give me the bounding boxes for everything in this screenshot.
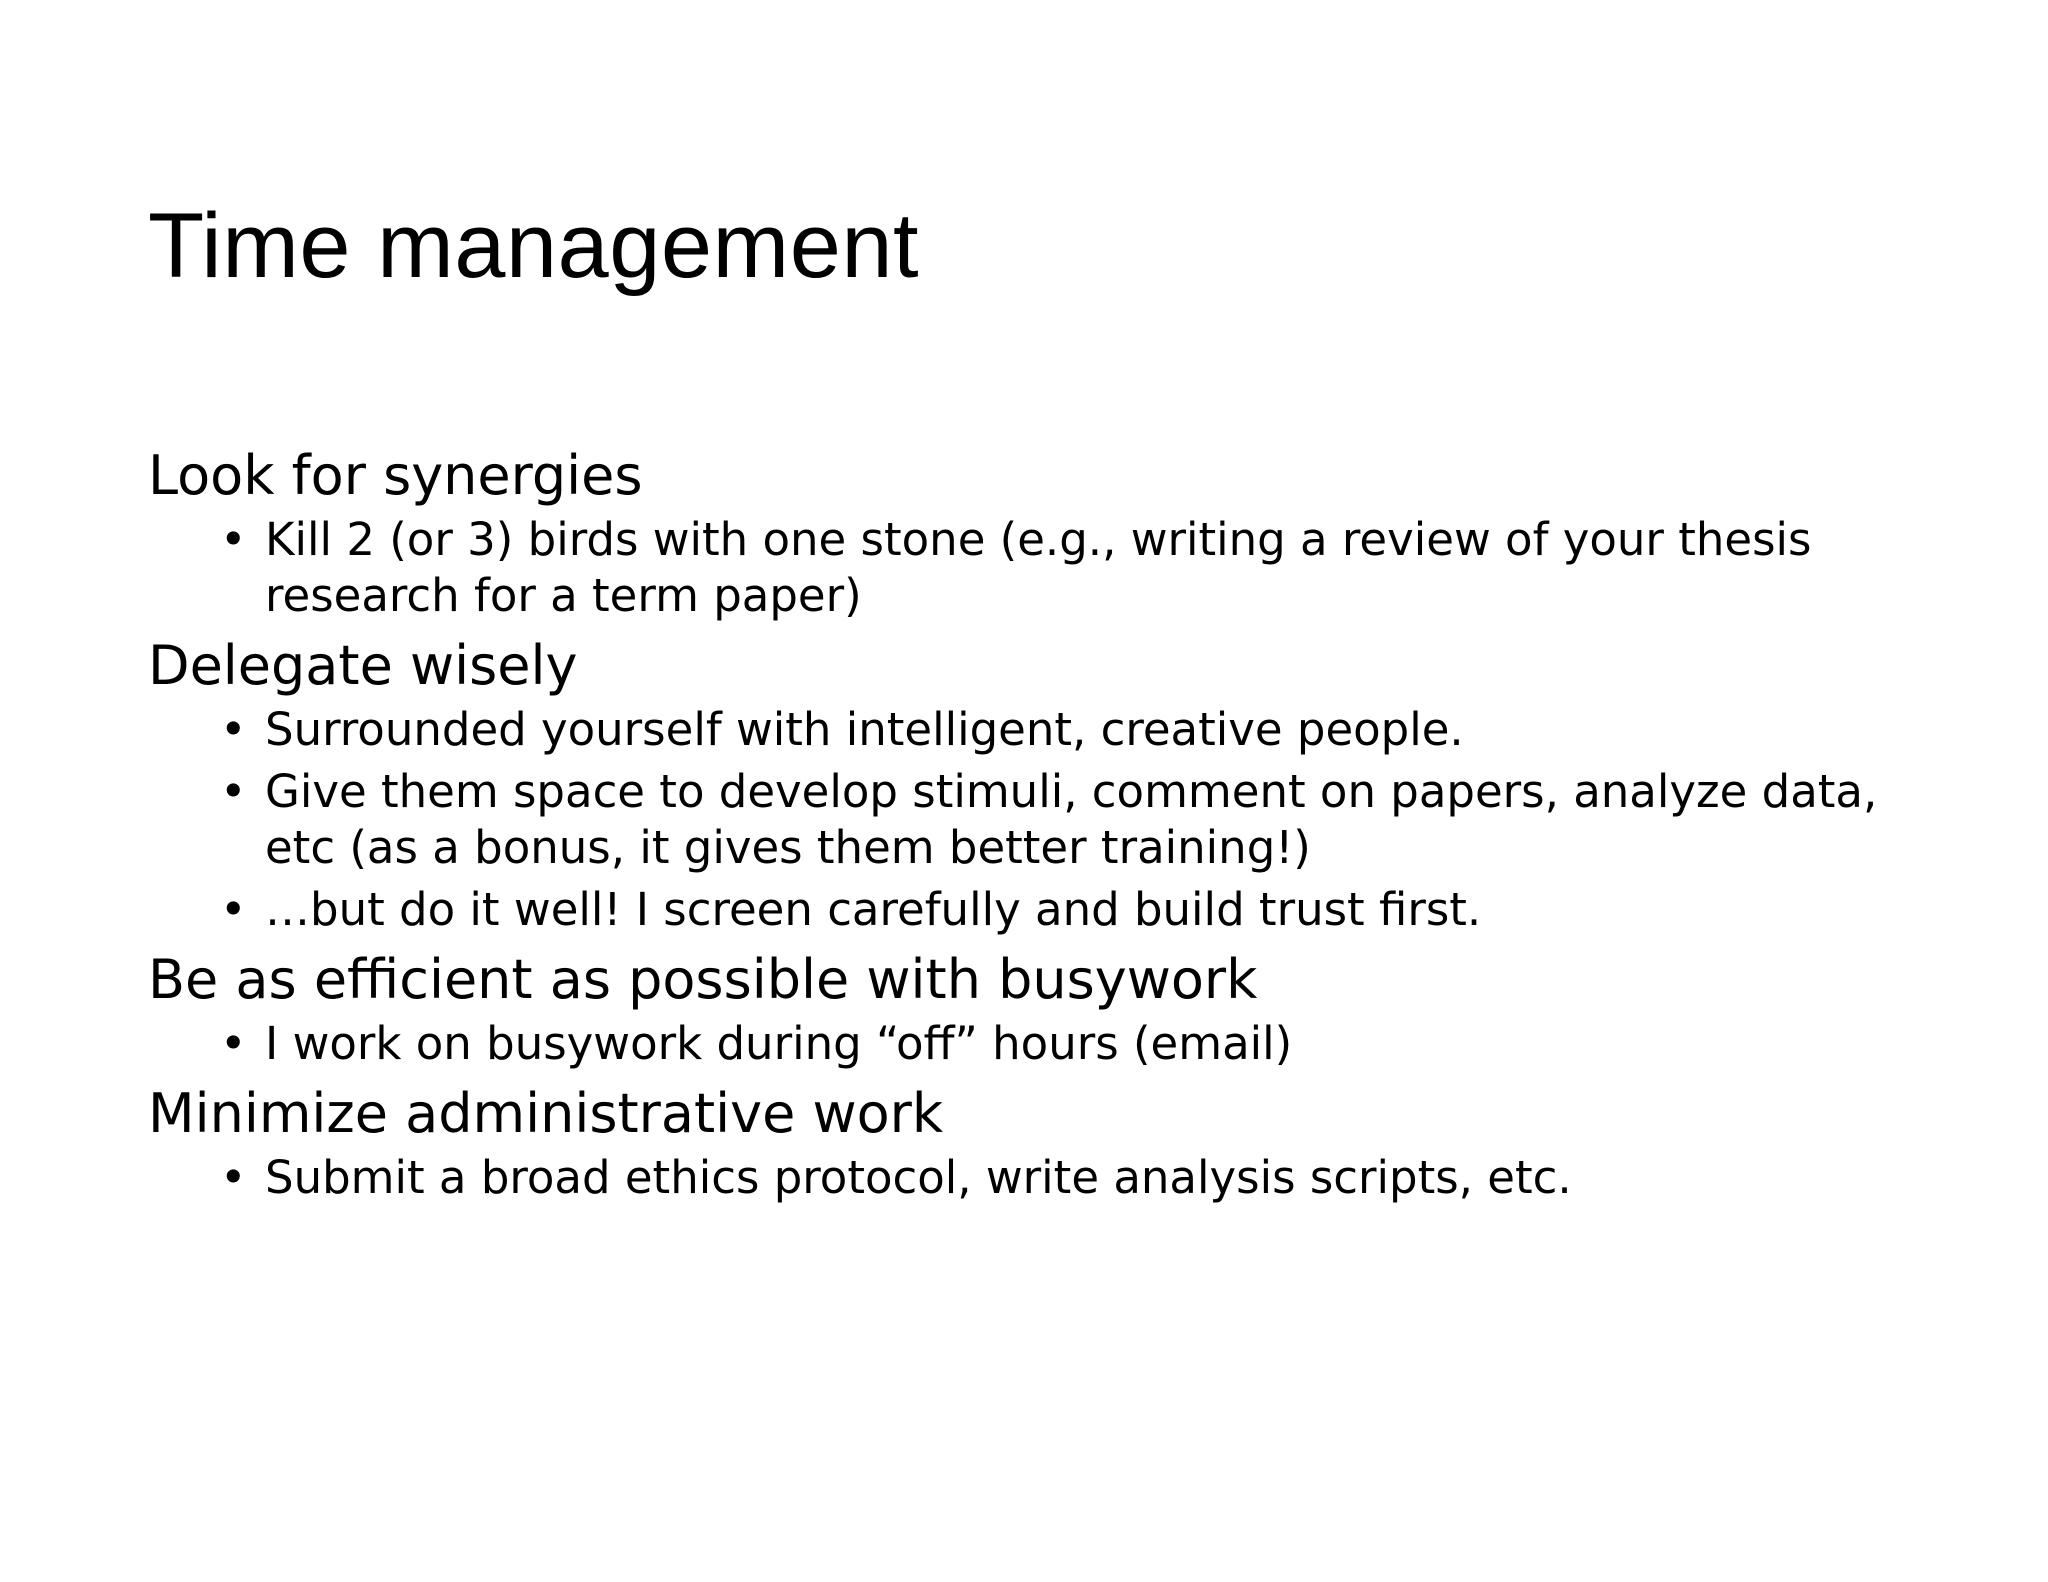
bullet-dot-icon: • [220, 883, 247, 936]
section-heading: Look for synergies [148, 444, 643, 507]
bullet-dot-icon: • [220, 1151, 247, 1204]
bullet-list [148, 1150, 1948, 1206]
bullet-item [148, 882, 1948, 938]
bullet-list [148, 1016, 1948, 1072]
section-efficient-busywork [148, 944, 1948, 1072]
bullet-item [148, 764, 1948, 876]
bullet-item [148, 512, 1948, 624]
bullet-item [148, 702, 1948, 758]
bullet-text: Surrounded yourself with intelligent, creative people. [265, 703, 1464, 756]
bullet-dot-icon: • [220, 703, 247, 756]
section-heading: Delegate wisely [148, 634, 578, 697]
bullet-item [148, 1016, 1948, 1072]
bullet-text: Kill 2 (or 3) birds with one stone (e.g., writing a review of your thesis research for a term paper) [265, 513, 1812, 622]
section-delegate-wisely [148, 630, 1948, 938]
bullet-text: …but do it well! I screen carefully and build trust first. [265, 883, 1482, 936]
slide-title: Time management [148, 195, 920, 297]
bullet-dot-icon: • [220, 1017, 247, 1070]
bullet-text: I work on busywork during “off” hours (email) [265, 1017, 1293, 1070]
bullet-dot-icon: • [220, 765, 247, 818]
section-heading: Minimize administrative work [148, 1082, 944, 1145]
slide-content [148, 440, 1948, 1212]
section-minimize-admin [148, 1078, 1948, 1206]
bullet-dot-icon: • [220, 513, 247, 566]
section-heading: Be as efficient as possible with busywork [148, 948, 1258, 1011]
bullet-text: Submit a broad ethics protocol, write analysis scripts, etc. [265, 1151, 1572, 1204]
bullet-text: Give them space to develop stimuli, comment on papers, analyze data, etc (as a bonus, it gives them better training!) [265, 765, 1878, 874]
section-look-for-synergies [148, 440, 1948, 624]
bullet-item [148, 1150, 1948, 1206]
bullet-list [148, 512, 1948, 624]
bullet-list [148, 702, 1948, 938]
